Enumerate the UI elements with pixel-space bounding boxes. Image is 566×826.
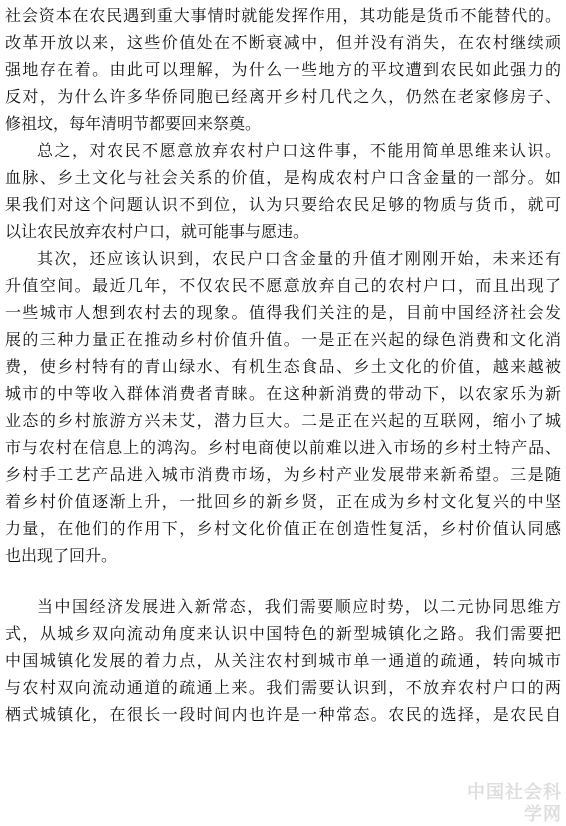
text-line: 乡村手工艺产品进入城市消费市场，为乡村产业发展带来新希望。三是随 [5,465,561,484]
text-line: 式，从城乡双向流动角度来认识中国特色的新型城镇化之路。我们需要把 [5,624,561,643]
text-line: 也出现了回升。 [5,546,118,565]
text-line: 改革开放以来，这些价值处在不断衰减中，但并没有消失，在农村继续顽 [5,33,561,52]
text-line: 业态的乡村旅游方兴未艾，潜力巨大。二是正在兴起的互联网，缩小了城 [5,411,561,430]
text-line: 以让农民放弃农村户口，就可能事与愿违。 [5,222,310,241]
text-line: 展的三种力量正在推动乡村价值升值。一是正在兴起的绿色消费和文化消 [5,330,561,349]
text-line: 费，使乡村特有的青山绿水、有机生态食品、乡土文化的价值，越来越被 [5,357,561,376]
text-line: 一些城市人想到农村去的现象。值得我们关注的是，目前中国经济社会发 [5,303,561,322]
text-line: 总之，对农民不愿意放弃农村户口这件事，不能用简单思维来认识。 [37,141,561,160]
text-line: 其次，还应该认识到，农民户口含金量的升值才刚刚开始，未来还有 [37,249,561,268]
text-line: 市与农村在信息上的鸿沟。乡村电商使以前难以进入市场的乡村土特产品、 [5,438,561,457]
text-line: 栖式城镇化，在很长一段时间内也许是一种常态。农民的选择，是农民自 [5,705,561,724]
text-line: 升值空间。最近几年，不仅农民不愿意放弃自己的农村户口，而且出现了 [5,276,561,295]
text-line: 果我们对这个问题认识不到位，认为只要给农民足够的物质与货币，就可 [5,195,561,214]
text-line: 修祖坟，每年清明节都要回来祭奠。 [5,114,262,133]
text-line: 城市的中等收入群体消费者青睐。在这种新消费的带动下，以农家乐为新 [5,384,561,403]
text-line: 与农村双向流动通道的疏通上来。我们需要认识到，不放弃农村户口的两 [5,678,561,697]
text-line: 血脉、乡土文化与社会关系的价值，是构成农村户口含金量的一部分。如 [5,168,561,187]
text-line: 着乡村价值逐渐上升，一批回乡的新乡贤，正在成为乡村文化复兴的中坚 [5,492,561,511]
text-line: 反对，为什么许多华侨同胞已经离开乡村几代之久，仍然在老家修房子、 [5,87,561,106]
text-line: 中国城镇化发展的着力点，从关注农村到城市单一通道的疏通，转向城市 [5,651,561,670]
text-line: 力量，在他们的作用下，乡村文化价值正在创造性复活，乡村价值认同感 [5,519,561,538]
watermark-logo: 中国社会科学网 [467,782,562,825]
text-line: 社会资本在农民遇到重大事情时就能发挥作用，其功能是货币不能替代的。 [5,6,561,25]
paragraph-gap [5,569,561,593]
text-line: 当中国经济发展进入新常态，我们需要顺应时势，以二元协同思维方 [37,597,561,616]
text-line: 强地存在着。由此可以理解，为什么一些地方的平坟遭到农民如此强力的 [5,60,561,79]
document-page [5,2,562,825]
